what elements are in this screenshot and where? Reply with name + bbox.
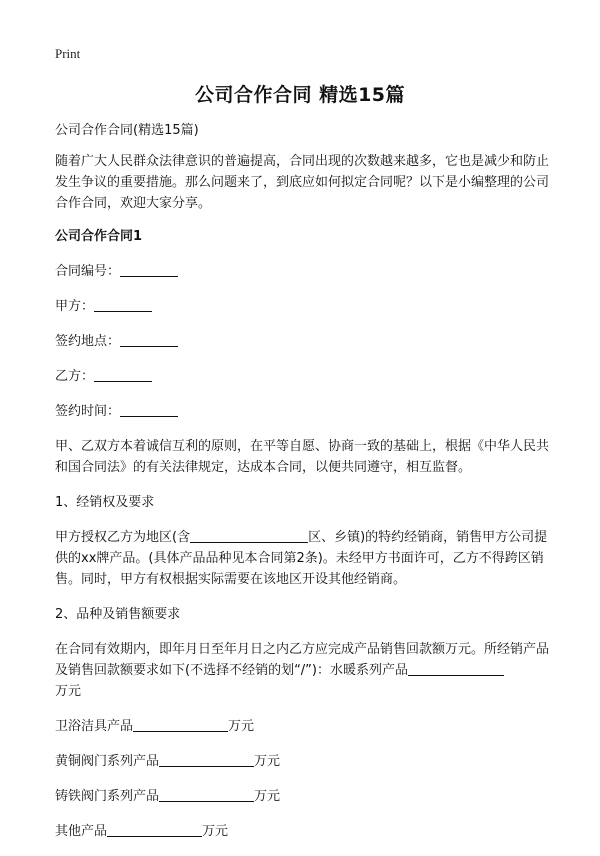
section-title: 公司合作合同1	[55, 229, 143, 244]
product-name: 黄铜阀门系列产品	[55, 754, 160, 769]
blank-line	[120, 332, 178, 347]
paragraph-text: 甲方授权乙方为地区(含	[55, 530, 191, 545]
product-row	[55, 821, 550, 842]
blank-line	[120, 402, 178, 417]
blank-line	[133, 717, 228, 732]
page-title: 公司合作合同 精选15篇	[194, 84, 406, 106]
product-name: 卫浴洁具产品	[55, 719, 134, 734]
blank-line	[107, 822, 202, 837]
product-name: 其他产品	[55, 824, 108, 839]
heading-products-sales: 2、品种及销售额要求	[55, 607, 181, 622]
field-label: 签约时间：	[55, 404, 121, 419]
field-signing-time	[55, 401, 550, 422]
heading-distribution-rights: 1、经销权及要求	[55, 495, 155, 510]
intro-paragraph: 随着广大人民群众法律意识的普遍提高，合同出现的次数越来越多，它也是减少和防止发生争议的重要措施。那么问题来了，到底应如何拟定合同呢？以下是小编整理的公司合作合同，欢迎大家分享。	[55, 154, 550, 211]
unit-text: 万元	[55, 684, 82, 699]
blank-line	[190, 528, 308, 543]
product-unit: 万元	[228, 719, 255, 734]
document-body	[55, 120, 550, 856]
blank-line	[94, 297, 152, 312]
product-row	[55, 716, 550, 737]
field-party-a	[55, 296, 550, 317]
blank-line	[159, 752, 254, 767]
field-party-b	[55, 366, 550, 387]
product-unit: 万元	[254, 789, 281, 804]
product-unit: 万元	[202, 824, 229, 839]
field-label: 乙方：	[55, 369, 95, 384]
field-signing-place	[55, 331, 550, 352]
paragraph-text: 在合同有效期内，即年月日至年月日之内乙方应完成产品销售回款额万元。所经销产品及销售回款额要求如下(不选择不经销的划“/”)：水暖系列产品	[55, 642, 550, 678]
blank-line	[94, 367, 152, 382]
principle-paragraph: 甲、乙双方本着诚信互利的原则，在平等自愿、协商一致的基础上，根据《中华人民共和国合同法》的有关法律规定，达成本合同，以便共同遵守，相互监督。	[55, 439, 550, 475]
blank-line	[120, 262, 178, 277]
paragraph-text: 区、乡镇)的特约经销商，销售甲方公司提供的xx牌产品。(具体产品品种见本合同第2条)。未经甲方书面许可，乙方不得跨区销售。同时，甲方有权根据实际需要在该地区开设其他经销商。	[55, 530, 548, 587]
field-label: 甲方：	[55, 299, 95, 314]
field-label: 签约地点：	[55, 334, 121, 349]
product-name: 铸铁阀门系列产品	[55, 789, 160, 804]
field-label: 合同编号：	[55, 264, 121, 279]
document-subtitle: 公司合作合同(精选15篇)	[55, 123, 199, 138]
product-unit: 万元	[254, 754, 281, 769]
distribution-paragraph	[55, 527, 550, 590]
print-label: Print	[55, 46, 81, 61]
blank-line	[408, 661, 504, 676]
product-row	[55, 786, 550, 807]
product-row	[55, 751, 550, 772]
blank-line	[159, 787, 254, 802]
sales-paragraph	[55, 639, 550, 702]
field-contract-number	[55, 261, 550, 282]
